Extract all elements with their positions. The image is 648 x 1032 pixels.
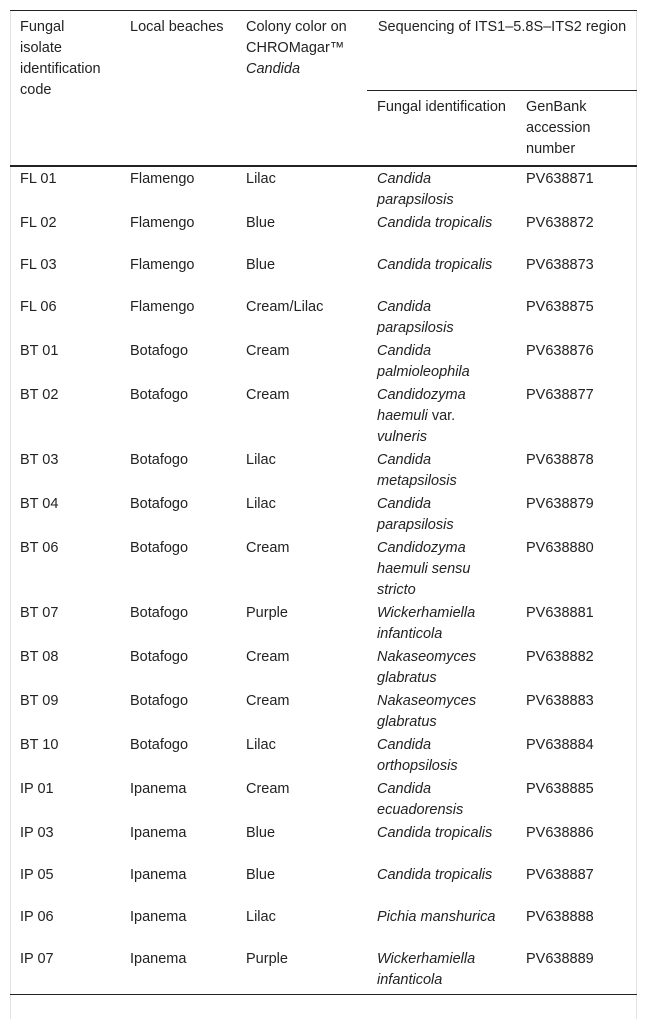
cell-local-beach: Botafogo — [130, 343, 189, 359]
cell-fungal-identification — [367, 864, 516, 906]
species-name: Candida tropicalis — [377, 825, 493, 841]
species-name: Wickerhamiella infanticola — [377, 951, 476, 988]
cell-isolate-code: BT 08 — [20, 649, 59, 665]
cell-fungal-identification — [367, 254, 516, 296]
table-row — [10, 449, 637, 493]
cell-isolate-code: FL 06 — [20, 299, 57, 315]
header-isolate-code: Fungal isolate identification code — [10, 11, 120, 167]
cell-colony-color: Lilac — [246, 452, 276, 468]
cell-genbank-accession: PV638875 — [526, 299, 594, 315]
cell-fungal-identification — [367, 690, 516, 734]
cell-fungal-identification — [367, 602, 516, 646]
table-row — [10, 906, 637, 948]
table-row — [10, 822, 637, 864]
cell-fungal-identification — [367, 537, 516, 602]
cell-local-beach: Ipanema — [130, 825, 187, 841]
cell-fungal-identification — [367, 906, 516, 948]
species-name: Candidozyma haemuli sensu stricto — [377, 540, 471, 598]
cell-colony-color: Cream — [246, 540, 290, 556]
header-local-beaches: Local beaches — [120, 11, 236, 167]
table-row — [10, 778, 637, 822]
cell-isolate-code: BT 01 — [20, 343, 59, 359]
cell-colony-color: Cream/Lilac — [246, 299, 324, 315]
cell-colony-color: Cream — [246, 649, 290, 665]
table-header — [10, 11, 637, 167]
cell-colony-color: Cream — [246, 781, 290, 797]
cell-colony-color: Blue — [246, 257, 276, 273]
cell-fungal-identification — [367, 384, 516, 449]
header-sequencing-group: Sequencing of ITS1–5.8S–ITS2 region — [367, 11, 637, 91]
cell-local-beach: Botafogo — [130, 452, 189, 468]
cell-fungal-identification — [367, 646, 516, 690]
table-row — [10, 734, 637, 778]
species-name: Candida tropicalis — [377, 867, 493, 883]
cell-fungal-identification — [367, 822, 516, 864]
species-name: Candidozyma haemuli — [377, 387, 466, 424]
cell-local-beach: Flamengo — [130, 171, 195, 187]
cell-local-beach: Botafogo — [130, 540, 189, 556]
cell-colony-color: Lilac — [246, 737, 276, 753]
header-colony-color-genus: Candida — [246, 61, 301, 77]
cell-local-beach: Botafogo — [130, 387, 189, 403]
cell-isolate-code: IP 01 — [20, 781, 54, 797]
isolates-table-container — [10, 10, 637, 995]
table-body — [10, 166, 637, 994]
cell-local-beach: Flamengo — [130, 257, 195, 273]
cell-genbank-accession: PV638873 — [526, 257, 594, 273]
cell-genbank-accession: PV638877 — [526, 387, 594, 403]
table-row — [10, 646, 637, 690]
cell-isolate-code: IP 06 — [20, 909, 54, 925]
cell-fungal-identification — [367, 449, 516, 493]
cell-local-beach: Ipanema — [130, 867, 187, 883]
table-row — [10, 166, 637, 212]
species-name: Candida ecuadorensis — [377, 781, 464, 818]
cell-local-beach: Ipanema — [120, 948, 236, 994]
cell-local-beach: Botafogo — [130, 649, 189, 665]
cell-isolate-code: BT 07 — [20, 605, 59, 621]
cell-isolate-code: BT 03 — [20, 452, 59, 468]
table-row — [10, 537, 637, 602]
species-name: Candida tropicalis — [377, 215, 493, 231]
cell-genbank-accession: PV638878 — [526, 452, 594, 468]
cell-genbank-accession: PV638872 — [526, 215, 594, 231]
species-name: Nakaseomyces glabratus — [377, 693, 477, 730]
cell-fungal-identification — [367, 493, 516, 537]
species-variety-marker: var. — [431, 408, 456, 424]
species-name: Candida metapsilosis — [377, 452, 457, 489]
cell-local-beach: Flamengo — [130, 215, 195, 231]
cell-isolate-code: BT 04 — [20, 496, 59, 512]
cell-local-beach: Ipanema — [130, 781, 187, 797]
header-colony-color — [236, 11, 367, 167]
cell-colony-color: Cream — [246, 387, 290, 403]
cell-genbank-accession: PV638881 — [526, 605, 594, 621]
species-name: Candida parapsilosis — [377, 496, 454, 533]
header-colony-color-text: Colony color on CHROMagar™ — [246, 19, 347, 56]
cell-genbank-accession: PV638884 — [526, 737, 594, 753]
table-row — [10, 948, 637, 994]
table-row — [10, 384, 637, 449]
cell-local-beach: Botafogo — [130, 737, 189, 753]
cell-isolate-code: IP 07 — [10, 948, 120, 994]
cell-genbank-accession: PV638888 — [526, 909, 594, 925]
cell-colony-color: Purple — [236, 948, 367, 994]
cell-fungal-identification — [367, 778, 516, 822]
species-variety-name: vulneris — [377, 429, 427, 445]
cell-isolate-code: FL 02 — [20, 215, 57, 231]
table-row — [10, 602, 637, 646]
table-row — [10, 212, 637, 254]
cell-fungal-identification — [367, 166, 516, 212]
cell-local-beach: Flamengo — [130, 299, 195, 315]
cell-isolate-code: FL 01 — [20, 171, 57, 187]
cell-colony-color: Blue — [246, 867, 276, 883]
cell-fungal-identification — [367, 296, 516, 340]
cell-isolate-code: BT 06 — [20, 540, 59, 556]
cell-genbank-accession: PV638887 — [526, 867, 594, 883]
cell-genbank-accession: PV638886 — [526, 825, 594, 841]
table-row — [10, 864, 637, 906]
species-name: Nakaseomyces glabratus — [377, 649, 477, 686]
species-name: Candida parapsilosis — [377, 171, 454, 208]
cell-genbank-accession: PV638876 — [526, 343, 594, 359]
cell-isolate-code: IP 05 — [20, 867, 54, 883]
cell-colony-color: Blue — [246, 215, 276, 231]
cell-local-beach: Ipanema — [130, 909, 187, 925]
cell-isolate-code: FL 03 — [20, 257, 57, 273]
cell-colony-color: Purple — [246, 605, 288, 621]
cell-colony-color: Blue — [246, 825, 276, 841]
species-name: Pichia manshurica — [377, 909, 496, 925]
cell-local-beach: Botafogo — [130, 496, 189, 512]
table-row — [10, 340, 637, 384]
header-genbank-accession: GenBank accession number — [516, 91, 637, 167]
species-name: Wickerhamiella infanticola — [377, 605, 476, 642]
cell-genbank-accession: PV638885 — [526, 781, 594, 797]
cell-genbank-accession: PV638882 — [526, 649, 594, 665]
species-name: Candida palmioleophila — [377, 343, 470, 380]
cell-local-beach: Botafogo — [130, 605, 189, 621]
table-row — [10, 690, 637, 734]
cell-colony-color: Cream — [246, 693, 290, 709]
cell-colony-color: Lilac — [246, 909, 276, 925]
cell-isolate-code: BT 02 — [20, 387, 59, 403]
species-name: Candida parapsilosis — [377, 299, 454, 336]
cell-isolate-code: IP 03 — [20, 825, 54, 841]
cell-fungal-identification — [367, 948, 516, 994]
cell-colony-color: Cream — [246, 343, 290, 359]
cell-genbank-accession: PV638879 — [526, 496, 594, 512]
cell-genbank-accession: PV638889 — [516, 948, 637, 994]
table-row — [10, 254, 637, 296]
species-name: Candida orthopsilosis — [377, 737, 458, 774]
table-row — [10, 296, 637, 340]
cell-genbank-accession: PV638871 — [526, 171, 594, 187]
cell-colony-color: Lilac — [246, 496, 276, 512]
cell-fungal-identification — [367, 734, 516, 778]
cell-fungal-identification — [367, 212, 516, 254]
cell-fungal-identification — [367, 340, 516, 384]
cell-colony-color: Lilac — [246, 171, 276, 187]
fungal-isolates-table — [10, 10, 637, 995]
cell-local-beach: Botafogo — [130, 693, 189, 709]
header-fungal-identification: Fungal identification — [367, 91, 516, 167]
cell-genbank-accession: PV638880 — [526, 540, 594, 556]
species-name: Candida tropicalis — [377, 257, 493, 273]
cell-genbank-accession: PV638883 — [526, 693, 594, 709]
cell-isolate-code: BT 09 — [20, 693, 59, 709]
cell-isolate-code: BT 10 — [20, 737, 59, 753]
table-row — [10, 493, 637, 537]
